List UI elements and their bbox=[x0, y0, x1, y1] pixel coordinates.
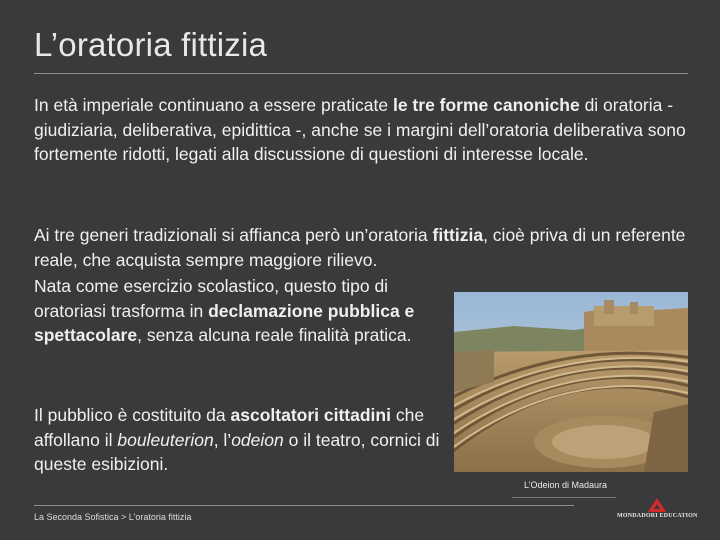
text: o il teatro, cornici di queste esibizioni. bbox=[34, 429, 440, 474]
footer-breadcrumb: La Seconda Sofistica > L’oratoria fittizia bbox=[34, 512, 192, 522]
text: In età imperiale continuano a essere praticate bbox=[34, 95, 393, 115]
text: Il pubblico è costituito da bbox=[34, 405, 231, 425]
paragraph-declamation bbox=[34, 274, 454, 348]
text: , senza alcuna reale finalità pratica. bbox=[137, 325, 412, 345]
publisher-emblem-icon bbox=[648, 498, 666, 512]
text: che affollano il bbox=[34, 405, 425, 450]
caption-divider bbox=[512, 497, 616, 498]
text-bold: ascoltatori cittadini bbox=[230, 405, 391, 425]
text: Nata come esercizio scolastico, questo tipo di oratoriasi trasforma in bbox=[34, 276, 389, 321]
publisher-logo bbox=[617, 498, 697, 524]
title-divider bbox=[34, 73, 688, 74]
text: , cioè priva di un referente reale, che acquista sempre maggiore rilievo. bbox=[34, 225, 686, 270]
paragraph-audience bbox=[34, 403, 464, 477]
footer-divider bbox=[34, 505, 574, 506]
text: Ai tre generi tradizionali si affianca però un’oratoria bbox=[34, 225, 433, 245]
publisher-logo-text: MONDADORI EDUCATION bbox=[617, 513, 698, 519]
text-italic: bouleuterion bbox=[117, 429, 214, 450]
text-bold: le tre forme canoniche bbox=[392, 95, 580, 115]
odeion-photo bbox=[454, 292, 688, 472]
slide-title: L’oratoria fittizia bbox=[34, 26, 268, 63]
photo-caption: L’Odeion di Madaura bbox=[524, 480, 608, 490]
paragraph-forms bbox=[34, 93, 694, 167]
text-italic: odeion bbox=[231, 429, 284, 450]
paragraph-fictitious bbox=[34, 223, 704, 272]
text-bold: fittizia bbox=[432, 225, 484, 245]
text: , l’ bbox=[213, 429, 232, 450]
text: di oratoria - giudiziaria, deliberativa, epidittica -, anche se i margini dell’oratoria deliberativa sono fortemente ridotti, legati alla discussione di questioni di interesse locale. bbox=[34, 95, 686, 164]
text-bold: declamazione pubblica e spettacolare bbox=[34, 300, 415, 345]
